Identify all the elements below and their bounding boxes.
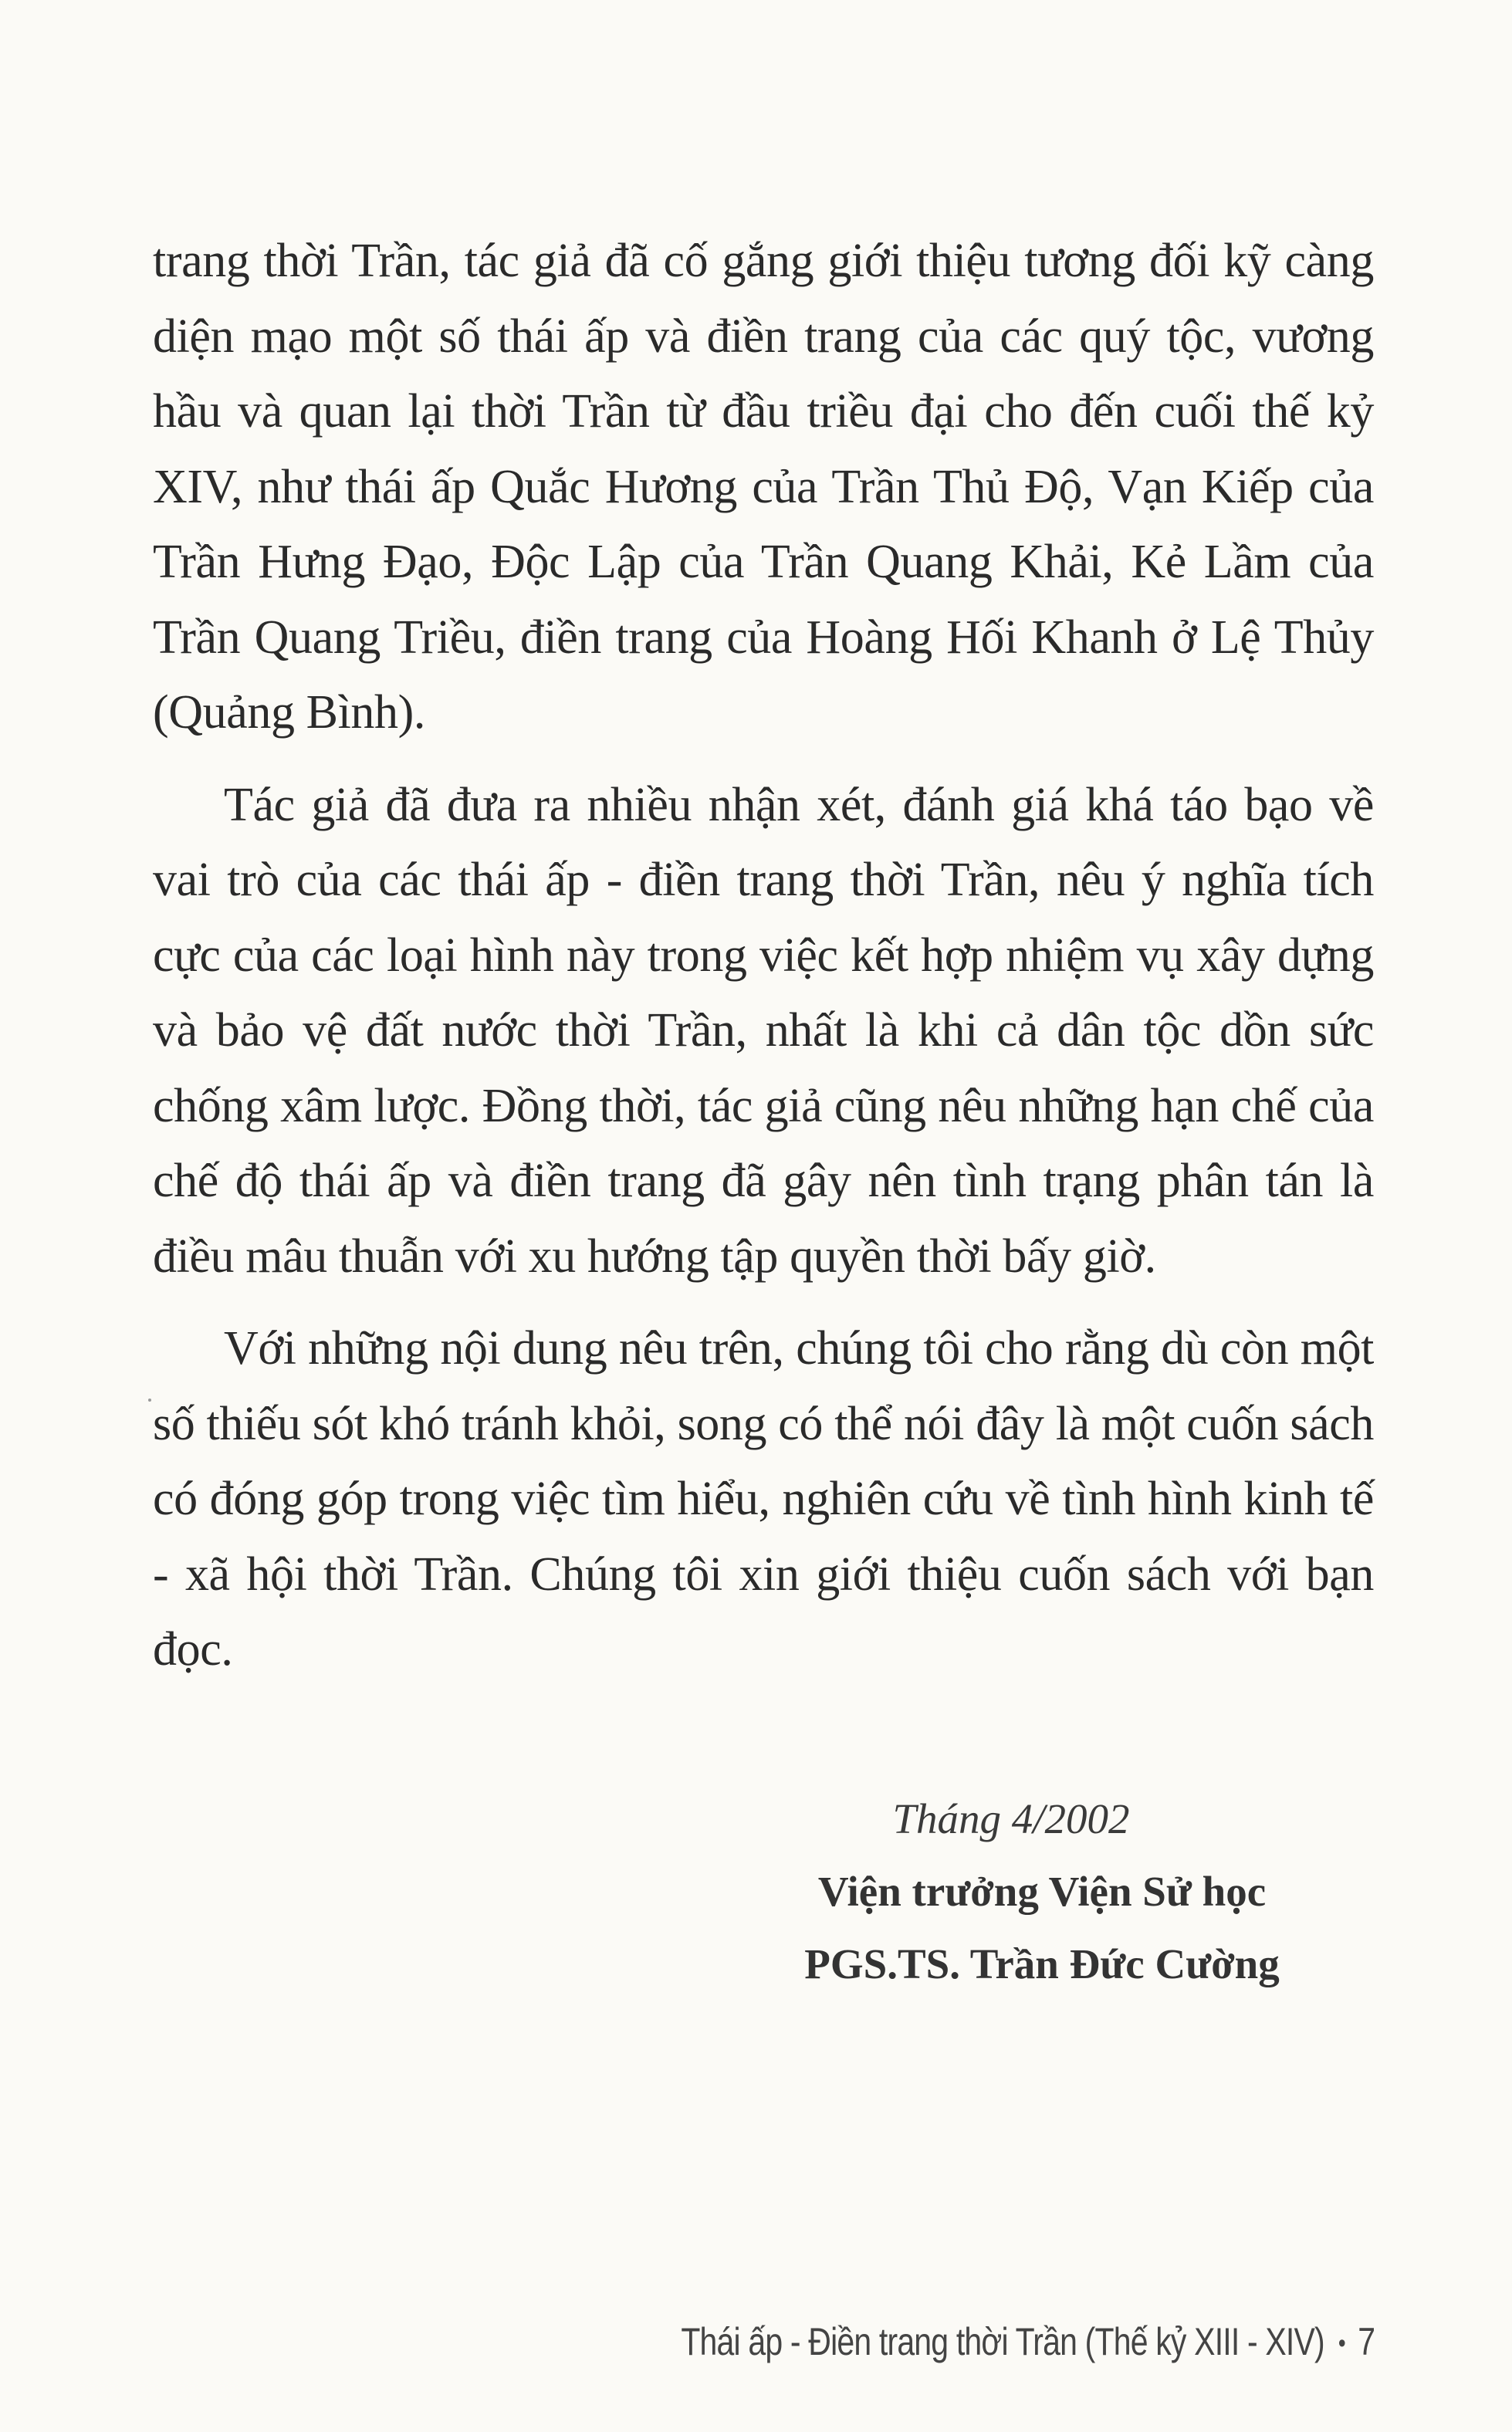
paragraph-assessment: Tác giả đã đưa ra nhiều nhận xét, đánh giá khá táo bạo về vai trò của các thái ấp - điền trang thời Trần, nêu ý nghĩa tích cực của các loại hình này trong việc kết hợp nhiệm vụ xây dựng và bảo vệ đất nước thời Trần, nhất là khi cả dân tộc dồn sức chống xâm lược. Đồng thời, tác giả cũng nêu những hạn chế của chế độ thái ấp và điền trang đã gây nên tình trạng phân tán là điều mâu thuẫn với xu hướng tập quyền thời bấy giờ. (153, 778, 1374, 1283)
signature-name: PGS.TS. Trần Đức Cường (804, 1940, 1280, 1987)
page-number: 7 (1358, 2320, 1375, 2363)
paragraph-continuation: trang thời Trần, tác giả đã cố gắng giới thiệu tương đối kỹ càng diện mạo một số thái ấp và điền trang của các quý tộc, vương hầu và quan lại thời Trần từ đầu triều đại cho đến cuối thế kỷ XIV, như thái ấp Quắc Hương của Trần Thủ Độ, Vạn Kiếp của Trần Hưng Đạo, Độc Lập của Trần Quang Khải, Kẻ Lầm của Trần Quang Triều, điền trang của Hoàng Hối Khanh ở Lệ Thủy (Quảng Bình). (153, 235, 1374, 739)
paragraph-conclusion: Với những nội dung nêu trên, chúng tôi cho rằng dù còn một số thiếu sót khó tránh khỏi, song có thể nói đây là một cuốn sách có đóng góp trong việc tìm hiểu, nghiên cứu về tình hình kinh tế - xã hội thời Trần. Chúng tôi xin giới thiệu cuốn sách với bạn đọc. (153, 1322, 1374, 1676)
signature-position: Viện trưởng Viện Sử học (817, 1868, 1267, 1915)
running-title: Thái ấp - Điền trang thời Trần (Thế kỷ XIII - XIV) (681, 2320, 1324, 2363)
signature-date: Tháng 4/2002 (892, 1795, 1130, 1842)
bullet-icon: • (1338, 2329, 1345, 2358)
body-text (153, 224, 1374, 1688)
signature-block (772, 1783, 1312, 2001)
page-footer (681, 2319, 1375, 2364)
print-speck (148, 1399, 151, 1402)
